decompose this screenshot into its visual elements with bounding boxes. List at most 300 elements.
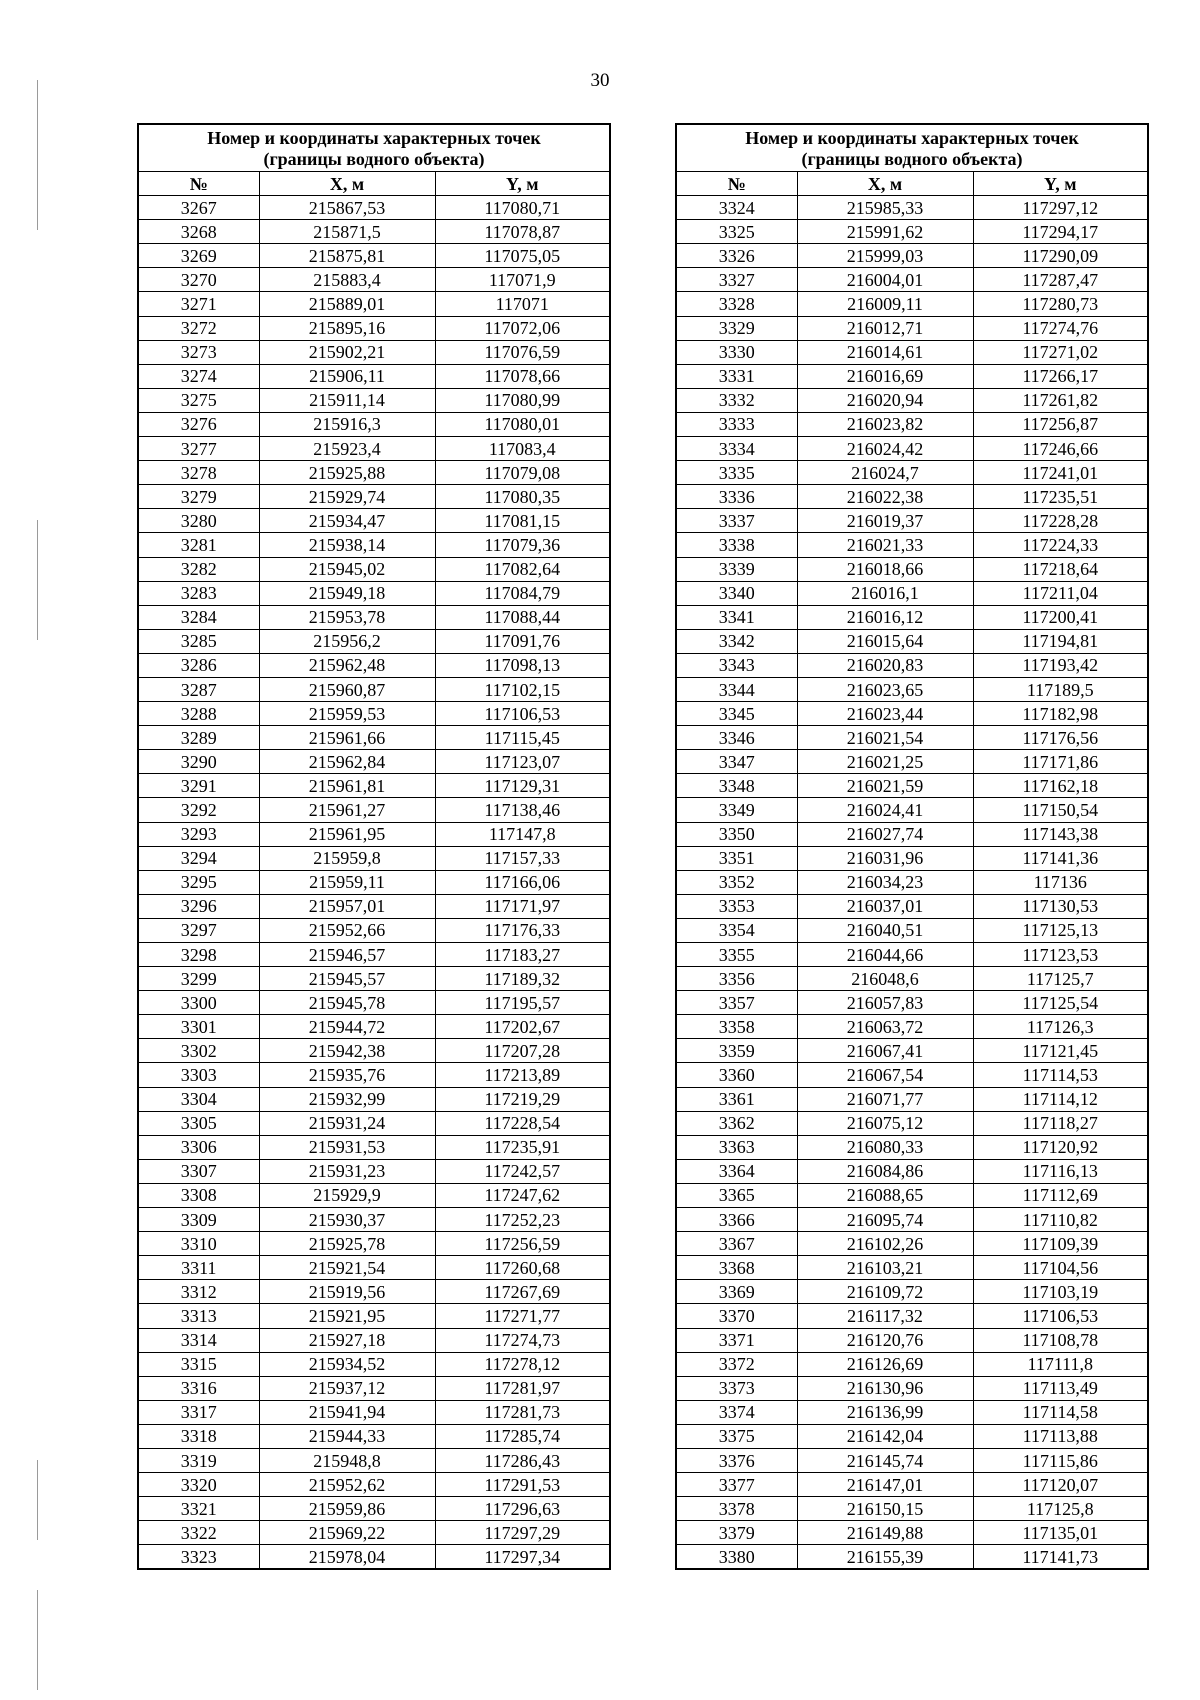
x-coordinate-cell: 215875,81 xyxy=(259,244,435,268)
x-coordinate-cell: 216020,83 xyxy=(797,653,973,677)
point-number-cell: 3371 xyxy=(676,1328,797,1352)
x-coordinate-cell: 215959,8 xyxy=(259,846,435,870)
table-title-line1: Номер и координаты характерных точек xyxy=(207,128,541,149)
x-coordinate-cell: 215952,62 xyxy=(259,1473,435,1497)
x-coordinate-cell: 215952,66 xyxy=(259,918,435,942)
table-row xyxy=(138,702,610,726)
y-coordinate-cell: 117256,59 xyxy=(435,1232,610,1256)
point-number-cell: 3348 xyxy=(676,774,797,798)
point-number-cell: 3375 xyxy=(676,1424,797,1448)
y-coordinate-cell: 117126,3 xyxy=(973,1015,1148,1039)
y-coordinate-cell: 117171,97 xyxy=(435,894,610,918)
point-number-cell: 3339 xyxy=(676,557,797,581)
table-row xyxy=(676,798,1148,822)
table-row xyxy=(676,1015,1148,1039)
y-coordinate-cell: 117287,47 xyxy=(973,268,1148,292)
x-coordinate-cell: 215941,94 xyxy=(259,1400,435,1424)
y-coordinate-cell: 117106,53 xyxy=(973,1304,1148,1328)
point-number-cell: 3347 xyxy=(676,750,797,774)
table-row xyxy=(676,364,1148,388)
x-coordinate-cell: 216067,41 xyxy=(797,1039,973,1063)
table-row xyxy=(138,1521,610,1545)
x-coordinate-cell: 216037,01 xyxy=(797,894,973,918)
y-coordinate-cell: 117228,28 xyxy=(973,509,1148,533)
point-number-cell: 3346 xyxy=(676,726,797,750)
x-coordinate-cell: 215945,57 xyxy=(259,967,435,991)
table-row xyxy=(138,340,610,364)
table-row xyxy=(138,918,610,942)
x-coordinate-cell: 216016,1 xyxy=(797,581,973,605)
point-number-cell: 3270 xyxy=(138,268,259,292)
table-row xyxy=(138,798,610,822)
table-row xyxy=(676,1352,1148,1376)
table-row xyxy=(138,967,610,991)
y-coordinate-cell: 117189,5 xyxy=(973,677,1148,701)
point-number-cell: 3287 xyxy=(138,677,259,701)
table-row xyxy=(138,677,610,701)
x-coordinate-cell: 215929,74 xyxy=(259,485,435,509)
x-coordinate-cell: 216102,26 xyxy=(797,1232,973,1256)
x-coordinate-cell: 215949,18 xyxy=(259,581,435,605)
table-row xyxy=(138,268,610,292)
table-row xyxy=(676,268,1148,292)
x-coordinate-cell: 216021,54 xyxy=(797,726,973,750)
x-coordinate-cell: 215871,5 xyxy=(259,220,435,244)
table-row xyxy=(676,412,1148,436)
point-number-cell: 3288 xyxy=(138,702,259,726)
point-number-cell: 3335 xyxy=(676,461,797,485)
table-row xyxy=(138,1400,610,1424)
x-coordinate-cell: 215956,2 xyxy=(259,629,435,653)
point-number-cell: 3312 xyxy=(138,1280,259,1304)
y-coordinate-cell: 117297,12 xyxy=(973,196,1148,220)
table-row xyxy=(138,943,610,967)
x-coordinate-cell: 216012,71 xyxy=(797,316,973,340)
y-coordinate-cell: 117071 xyxy=(435,292,610,316)
x-coordinate-cell: 215953,78 xyxy=(259,605,435,629)
x-coordinate-cell: 216023,82 xyxy=(797,412,973,436)
point-number-cell: 3358 xyxy=(676,1015,797,1039)
x-coordinate-cell: 215959,11 xyxy=(259,870,435,894)
y-coordinate-cell: 117112,69 xyxy=(973,1183,1148,1207)
y-coordinate-cell: 117267,69 xyxy=(435,1280,610,1304)
table-row xyxy=(676,943,1148,967)
y-coordinate-cell: 117123,07 xyxy=(435,750,610,774)
y-coordinate-cell: 117114,58 xyxy=(973,1400,1148,1424)
point-number-cell: 3364 xyxy=(676,1159,797,1183)
point-number-cell: 3299 xyxy=(138,967,259,991)
point-number-cell: 3293 xyxy=(138,822,259,846)
table-row xyxy=(676,822,1148,846)
y-coordinate-cell: 117150,54 xyxy=(973,798,1148,822)
table-row xyxy=(138,1063,610,1087)
point-number-cell: 3350 xyxy=(676,822,797,846)
point-number-cell: 3307 xyxy=(138,1159,259,1183)
y-coordinate-cell: 117286,43 xyxy=(435,1448,610,1472)
table-row xyxy=(138,1111,610,1135)
point-number-cell: 3341 xyxy=(676,605,797,629)
table-body xyxy=(138,196,610,1570)
y-coordinate-cell: 117130,53 xyxy=(973,894,1148,918)
y-coordinate-cell: 117071,9 xyxy=(435,268,610,292)
table-row xyxy=(138,1135,610,1159)
table-row xyxy=(676,1497,1148,1521)
point-number-cell: 3317 xyxy=(138,1400,259,1424)
point-number-cell: 3333 xyxy=(676,412,797,436)
x-coordinate-cell: 216084,86 xyxy=(797,1159,973,1183)
y-coordinate-cell: 117120,07 xyxy=(973,1473,1148,1497)
point-number-cell: 3314 xyxy=(138,1328,259,1352)
table-row xyxy=(676,1063,1148,1087)
x-coordinate-cell: 216015,64 xyxy=(797,629,973,653)
point-number-cell: 3319 xyxy=(138,1448,259,1472)
table-row xyxy=(138,1208,610,1232)
y-coordinate-cell: 117278,12 xyxy=(435,1352,610,1376)
table-row xyxy=(676,1256,1148,1280)
y-coordinate-cell: 117280,73 xyxy=(973,292,1148,316)
point-number-cell: 3330 xyxy=(676,340,797,364)
y-coordinate-cell: 117219,29 xyxy=(435,1087,610,1111)
point-number-cell: 3292 xyxy=(138,798,259,822)
x-coordinate-cell: 215957,01 xyxy=(259,894,435,918)
table-row xyxy=(676,967,1148,991)
x-coordinate-cell: 215927,18 xyxy=(259,1328,435,1352)
table-row xyxy=(138,774,610,798)
x-coordinate-cell: 215959,86 xyxy=(259,1497,435,1521)
y-coordinate-cell: 117157,33 xyxy=(435,846,610,870)
x-coordinate-cell: 216022,38 xyxy=(797,485,973,509)
point-number-cell: 3274 xyxy=(138,364,259,388)
point-number-cell: 3351 xyxy=(676,846,797,870)
y-coordinate-cell: 117129,31 xyxy=(435,774,610,798)
point-number-cell: 3301 xyxy=(138,1015,259,1039)
table-row xyxy=(138,1352,610,1376)
y-coordinate-cell: 117079,36 xyxy=(435,533,610,557)
table-row xyxy=(676,870,1148,894)
point-number-cell: 3309 xyxy=(138,1208,259,1232)
x-coordinate-cell: 215959,53 xyxy=(259,702,435,726)
x-coordinate-cell: 215960,87 xyxy=(259,677,435,701)
point-number-cell: 3331 xyxy=(676,364,797,388)
point-number-cell: 3289 xyxy=(138,726,259,750)
table-row xyxy=(676,1448,1148,1472)
x-coordinate-cell: 216126,69 xyxy=(797,1352,973,1376)
table-row xyxy=(676,653,1148,677)
table-row xyxy=(138,629,610,653)
point-number-cell: 3278 xyxy=(138,461,259,485)
point-number-cell: 3310 xyxy=(138,1232,259,1256)
point-number-cell: 3357 xyxy=(676,991,797,1015)
y-coordinate-cell: 117135,01 xyxy=(973,1521,1148,1545)
x-coordinate-cell: 216067,54 xyxy=(797,1063,973,1087)
scan-margin-line xyxy=(37,1590,38,1690)
y-coordinate-cell: 117079,08 xyxy=(435,461,610,485)
point-number-cell: 3277 xyxy=(138,437,259,461)
table-row xyxy=(676,1280,1148,1304)
y-coordinate-cell: 117103,19 xyxy=(973,1280,1148,1304)
table-row xyxy=(676,340,1148,364)
x-coordinate-cell: 216021,33 xyxy=(797,533,973,557)
point-number-cell: 3286 xyxy=(138,653,259,677)
point-number-cell: 3343 xyxy=(676,653,797,677)
y-coordinate-cell: 117207,28 xyxy=(435,1039,610,1063)
y-coordinate-cell: 117125,7 xyxy=(973,967,1148,991)
x-coordinate-cell: 215925,88 xyxy=(259,461,435,485)
x-coordinate-cell: 215930,37 xyxy=(259,1208,435,1232)
point-number-cell: 3376 xyxy=(676,1448,797,1472)
y-coordinate-cell: 117143,38 xyxy=(973,822,1148,846)
y-coordinate-cell: 117285,74 xyxy=(435,1424,610,1448)
x-coordinate-cell: 215991,62 xyxy=(797,220,973,244)
x-coordinate-cell: 216149,88 xyxy=(797,1521,973,1545)
x-coordinate-cell: 215934,52 xyxy=(259,1352,435,1376)
x-coordinate-cell: 216130,96 xyxy=(797,1376,973,1400)
x-coordinate-cell: 216044,66 xyxy=(797,943,973,967)
y-coordinate-cell: 117235,91 xyxy=(435,1135,610,1159)
x-coordinate-cell: 215867,53 xyxy=(259,196,435,220)
column-header-y: Y, м xyxy=(435,172,610,196)
x-coordinate-cell: 216155,39 xyxy=(797,1545,973,1570)
x-coordinate-cell: 216027,74 xyxy=(797,822,973,846)
y-coordinate-cell: 117294,17 xyxy=(973,220,1148,244)
point-number-cell: 3296 xyxy=(138,894,259,918)
table-row xyxy=(138,1039,610,1063)
y-coordinate-cell: 117083,4 xyxy=(435,437,610,461)
x-coordinate-cell: 215934,47 xyxy=(259,509,435,533)
table-row xyxy=(138,1448,610,1472)
page-number: 30 xyxy=(590,70,610,91)
x-coordinate-cell: 215916,3 xyxy=(259,412,435,436)
x-coordinate-cell: 216021,25 xyxy=(797,750,973,774)
table-row xyxy=(138,196,610,220)
point-number-cell: 3315 xyxy=(138,1352,259,1376)
point-number-cell: 3269 xyxy=(138,244,259,268)
x-coordinate-cell: 216004,01 xyxy=(797,268,973,292)
x-coordinate-cell: 215932,99 xyxy=(259,1087,435,1111)
point-number-cell: 3373 xyxy=(676,1376,797,1400)
point-number-cell: 3336 xyxy=(676,485,797,509)
point-number-cell: 3338 xyxy=(676,533,797,557)
y-coordinate-cell: 117113,88 xyxy=(973,1424,1148,1448)
point-number-cell: 3276 xyxy=(138,412,259,436)
x-coordinate-cell: 216063,72 xyxy=(797,1015,973,1039)
x-coordinate-cell: 216057,83 xyxy=(797,991,973,1015)
x-coordinate-cell: 215931,24 xyxy=(259,1111,435,1135)
y-coordinate-cell: 117171,86 xyxy=(973,750,1148,774)
x-coordinate-cell: 216145,74 xyxy=(797,1448,973,1472)
x-coordinate-cell: 215902,21 xyxy=(259,340,435,364)
table-row xyxy=(676,750,1148,774)
table-row xyxy=(676,1304,1148,1328)
y-coordinate-cell: 117182,98 xyxy=(973,702,1148,726)
y-coordinate-cell: 117114,12 xyxy=(973,1087,1148,1111)
x-coordinate-cell: 215962,84 xyxy=(259,750,435,774)
y-coordinate-cell: 117290,09 xyxy=(973,244,1148,268)
y-coordinate-cell: 117247,62 xyxy=(435,1183,610,1207)
point-number-cell: 3368 xyxy=(676,1256,797,1280)
x-coordinate-cell: 216109,72 xyxy=(797,1280,973,1304)
x-coordinate-cell: 216075,12 xyxy=(797,1111,973,1135)
table-title-line2: (границы водного объекта) xyxy=(263,149,485,169)
y-coordinate-cell: 117296,63 xyxy=(435,1497,610,1521)
x-coordinate-cell: 216034,23 xyxy=(797,870,973,894)
table-row xyxy=(138,1545,610,1570)
table-row xyxy=(676,1135,1148,1159)
x-coordinate-cell: 215895,16 xyxy=(259,316,435,340)
y-coordinate-cell: 117213,89 xyxy=(435,1063,610,1087)
point-number-cell: 3279 xyxy=(138,485,259,509)
y-coordinate-cell: 117136 xyxy=(973,870,1148,894)
point-number-cell: 3284 xyxy=(138,605,259,629)
table-row xyxy=(676,1039,1148,1063)
x-coordinate-cell: 215978,04 xyxy=(259,1545,435,1570)
y-coordinate-cell: 117147,8 xyxy=(435,822,610,846)
table-row xyxy=(676,1232,1148,1256)
point-number-cell: 3325 xyxy=(676,220,797,244)
point-number-cell: 3344 xyxy=(676,677,797,701)
x-coordinate-cell: 216021,59 xyxy=(797,774,973,798)
point-number-cell: 3282 xyxy=(138,557,259,581)
table-row xyxy=(138,1232,610,1256)
y-coordinate-cell: 117195,57 xyxy=(435,991,610,1015)
y-coordinate-cell: 117116,13 xyxy=(973,1159,1148,1183)
x-coordinate-cell: 216019,37 xyxy=(797,509,973,533)
table-row xyxy=(676,485,1148,509)
point-number-cell: 3271 xyxy=(138,292,259,316)
point-number-cell: 3272 xyxy=(138,316,259,340)
y-coordinate-cell: 117202,67 xyxy=(435,1015,610,1039)
table-row xyxy=(138,1159,610,1183)
point-number-cell: 3316 xyxy=(138,1376,259,1400)
x-coordinate-cell: 215945,02 xyxy=(259,557,435,581)
point-number-cell: 3362 xyxy=(676,1111,797,1135)
y-coordinate-cell: 117091,76 xyxy=(435,629,610,653)
x-coordinate-cell: 216147,01 xyxy=(797,1473,973,1497)
y-coordinate-cell: 117266,17 xyxy=(973,364,1148,388)
y-coordinate-cell: 117114,53 xyxy=(973,1063,1148,1087)
y-coordinate-cell: 117113,49 xyxy=(973,1376,1148,1400)
x-coordinate-cell: 215948,8 xyxy=(259,1448,435,1472)
y-coordinate-cell: 117274,76 xyxy=(973,316,1148,340)
point-number-cell: 3320 xyxy=(138,1473,259,1497)
x-coordinate-cell: 215919,56 xyxy=(259,1280,435,1304)
y-coordinate-cell: 117141,36 xyxy=(973,846,1148,870)
table-body xyxy=(676,196,1148,1570)
y-coordinate-cell: 117228,54 xyxy=(435,1111,610,1135)
y-coordinate-cell: 117078,87 xyxy=(435,220,610,244)
point-number-cell: 3306 xyxy=(138,1135,259,1159)
y-coordinate-cell: 117260,68 xyxy=(435,1256,610,1280)
table-row xyxy=(138,388,610,412)
y-coordinate-cell: 117111,8 xyxy=(973,1352,1148,1376)
point-number-cell: 3304 xyxy=(138,1087,259,1111)
x-coordinate-cell: 215961,66 xyxy=(259,726,435,750)
y-coordinate-cell: 117104,56 xyxy=(973,1256,1148,1280)
point-number-cell: 3356 xyxy=(676,967,797,991)
y-coordinate-cell: 117271,77 xyxy=(435,1304,610,1328)
x-coordinate-cell: 215944,33 xyxy=(259,1424,435,1448)
y-coordinate-cell: 117193,42 xyxy=(973,653,1148,677)
y-coordinate-cell: 117080,35 xyxy=(435,485,610,509)
y-coordinate-cell: 117120,92 xyxy=(973,1135,1148,1159)
y-coordinate-cell: 117106,53 xyxy=(435,702,610,726)
y-coordinate-cell: 117080,99 xyxy=(435,388,610,412)
table-row xyxy=(676,1111,1148,1135)
table-row xyxy=(676,1159,1148,1183)
table-row xyxy=(138,292,610,316)
x-coordinate-cell: 216120,76 xyxy=(797,1328,973,1352)
x-coordinate-cell: 215938,14 xyxy=(259,533,435,557)
table-row xyxy=(138,1328,610,1352)
point-number-cell: 3359 xyxy=(676,1039,797,1063)
x-coordinate-cell: 215889,01 xyxy=(259,292,435,316)
x-coordinate-cell: 216117,32 xyxy=(797,1304,973,1328)
x-coordinate-cell: 216136,99 xyxy=(797,1400,973,1424)
table-row xyxy=(138,605,610,629)
point-number-cell: 3354 xyxy=(676,918,797,942)
column-header-y: Y, м xyxy=(973,172,1148,196)
table-row xyxy=(676,437,1148,461)
y-coordinate-cell: 117088,44 xyxy=(435,605,610,629)
table-row xyxy=(676,1424,1148,1448)
y-coordinate-cell: 117241,01 xyxy=(973,461,1148,485)
table-row xyxy=(676,726,1148,750)
x-coordinate-cell: 216095,74 xyxy=(797,1208,973,1232)
coordinates-table-left xyxy=(137,123,611,1570)
y-coordinate-cell: 117109,39 xyxy=(973,1232,1148,1256)
y-coordinate-cell: 117200,41 xyxy=(973,605,1148,629)
table-row xyxy=(676,677,1148,701)
point-number-cell: 3360 xyxy=(676,1063,797,1087)
table-row xyxy=(138,533,610,557)
point-number-cell: 3369 xyxy=(676,1280,797,1304)
y-coordinate-cell: 117075,05 xyxy=(435,244,610,268)
y-coordinate-cell: 117080,71 xyxy=(435,196,610,220)
y-coordinate-cell: 117183,27 xyxy=(435,943,610,967)
x-coordinate-cell: 216009,11 xyxy=(797,292,973,316)
table-row xyxy=(138,1256,610,1280)
y-coordinate-cell: 117281,73 xyxy=(435,1400,610,1424)
y-coordinate-cell: 117271,02 xyxy=(973,340,1148,364)
table-row xyxy=(676,1183,1148,1207)
table-row xyxy=(676,196,1148,220)
x-coordinate-cell: 215921,95 xyxy=(259,1304,435,1328)
table-row xyxy=(676,557,1148,581)
x-coordinate-cell: 216142,04 xyxy=(797,1424,973,1448)
point-number-cell: 3275 xyxy=(138,388,259,412)
y-coordinate-cell: 117138,46 xyxy=(435,798,610,822)
table-row xyxy=(138,894,610,918)
point-number-cell: 3340 xyxy=(676,581,797,605)
x-coordinate-cell: 215923,4 xyxy=(259,437,435,461)
table-row xyxy=(138,1280,610,1304)
table-row xyxy=(676,605,1148,629)
table-row xyxy=(676,1521,1148,1545)
point-number-cell: 3267 xyxy=(138,196,259,220)
point-number-cell: 3367 xyxy=(676,1232,797,1256)
table-row xyxy=(676,629,1148,653)
point-number-cell: 3283 xyxy=(138,581,259,605)
point-number-cell: 3332 xyxy=(676,388,797,412)
point-number-cell: 3329 xyxy=(676,316,797,340)
y-coordinate-cell: 117261,82 xyxy=(973,388,1148,412)
y-coordinate-cell: 117115,45 xyxy=(435,726,610,750)
table-row xyxy=(138,485,610,509)
coordinates-table-right xyxy=(675,123,1149,1570)
x-coordinate-cell: 215935,76 xyxy=(259,1063,435,1087)
table-row xyxy=(676,991,1148,1015)
x-coordinate-cell: 216103,21 xyxy=(797,1256,973,1280)
